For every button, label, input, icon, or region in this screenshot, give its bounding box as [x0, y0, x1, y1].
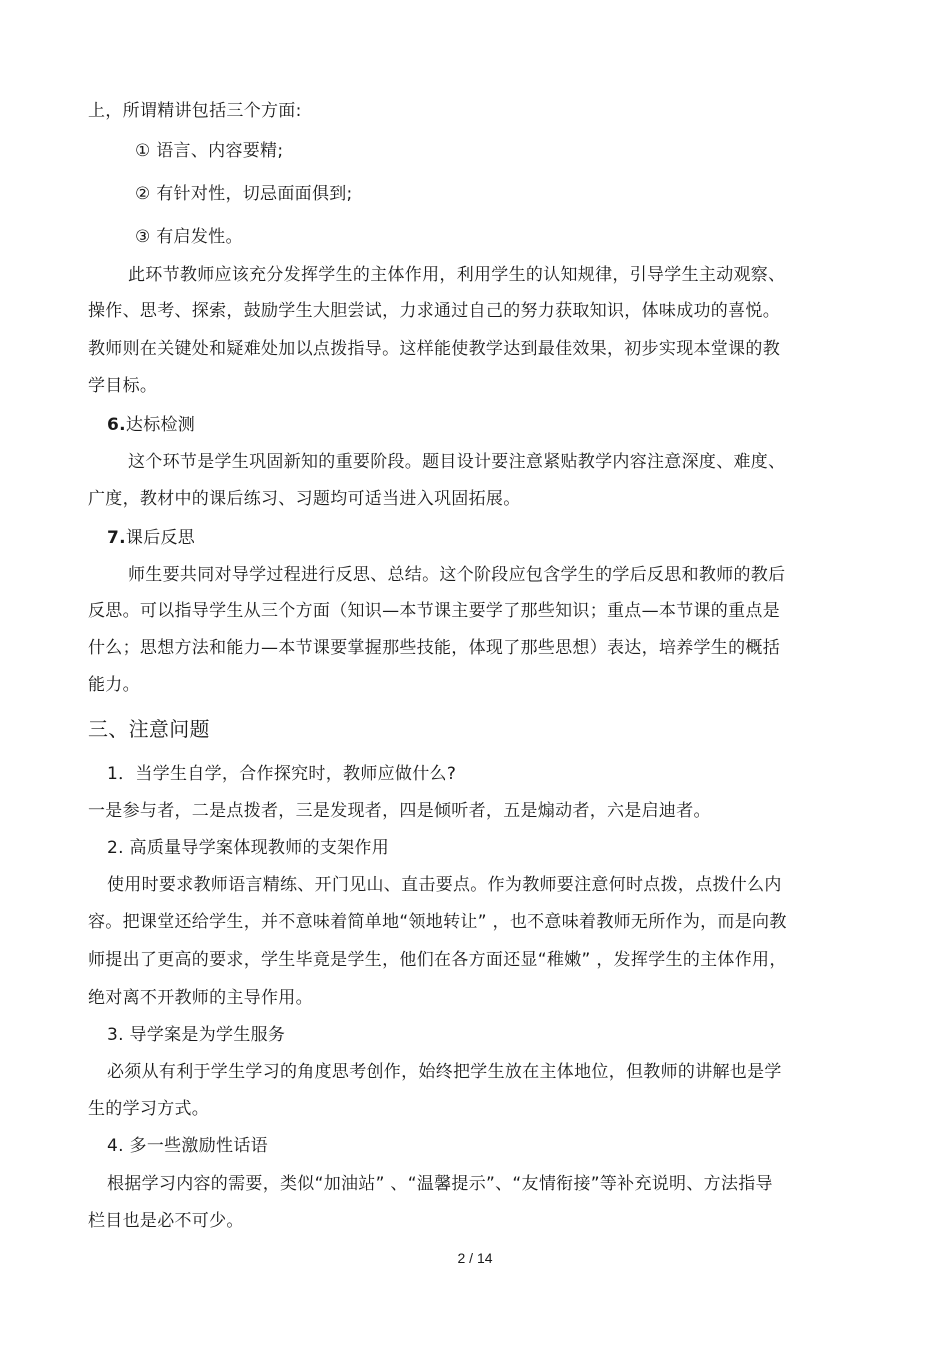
page-number: 2 / 14	[457, 1250, 493, 1266]
heading-text: 达标检测	[125, 415, 196, 435]
text-line: 绝对离不开教师的主导作用。	[88, 988, 313, 1008]
text-line: 生的学习方式。	[88, 1099, 210, 1119]
question-heading: 2. 高质量导学案体现教师的支架作用	[107, 838, 390, 858]
text-line: 能力。	[88, 675, 140, 695]
text-line: 一是参与者，二是点拨者，三是发现者，四是倾听者，五是煽动者，六是启迪者。	[88, 801, 711, 821]
section-heading-6	[107, 414, 195, 436]
list-item: ② 有针对性，切忌面面俱到;	[135, 184, 353, 204]
section-title: 三、注意问题	[88, 717, 210, 741]
text-line: 师生要共同对导学过程进行反思、总结。这个阶段应包含学生的学后反思和教师的教后	[128, 565, 786, 585]
list-item: ① 语言、内容要精;	[135, 141, 284, 161]
text-line: 容。把课堂还给学生，并不意味着简单地“领地转让” ，也不意味着教师无所作为，而是向教	[88, 912, 787, 932]
text-line: 反思。可以指导学生从三个方面（知识—本节课主要学了那些知识；重点—本节课的重点是	[88, 601, 780, 621]
text-line: 师提出了更高的要求，学生毕竟是学生，他们在各方面还显“稚嫩” ，发挥学生的主体作用，	[88, 950, 787, 970]
section-heading-7	[107, 527, 195, 549]
heading-number: 7.	[107, 528, 126, 548]
text-line: 栏目也是必不可少。	[88, 1211, 244, 1231]
text-line: 什么；思想方法和能力—本节课要掌握那些技能，体现了那些思想）表达，培养学生的概括	[88, 638, 780, 658]
text-line: 此环节教师应该充分发挥学生的主体作用，利用学生的认知规律，引导学生主动观察、	[128, 265, 786, 285]
text-line: 上，所谓精讲包括三个方面:	[88, 101, 302, 121]
text-line: 学目标。	[88, 376, 158, 396]
text-line: 广度，教材中的课后练习、习题均可适当进入巩固拓展。	[88, 489, 521, 509]
list-item: ③ 有启发性。	[135, 227, 243, 247]
text-line: 教师则在关键处和疑难处加以点拨指导。这样能使教学达到最佳效果，初步实现本堂课的教	[88, 339, 780, 359]
heading-text: 课后反思	[125, 528, 196, 548]
question-heading: 1．当学生自学，合作探究时，教师应做什么?	[107, 764, 457, 784]
text-line: 必须从有利于学生学习的角度思考创作，始终把学生放在主体地位，但教师的讲解也是学	[107, 1062, 782, 1082]
question-heading: 4. 多一些激励性话语	[107, 1136, 268, 1156]
text-line: 操作、思考、探索，鼓励学生大胆尝试，力求通过自己的努力获取知识，体味成功的喜悦。	[88, 301, 780, 321]
text-line: 这个环节是学生巩固新知的重要阶段。题目设计要注意紧贴教学内容注意深度、难度、	[128, 452, 786, 472]
question-heading: 3. 导学案是为学生服务	[107, 1025, 286, 1045]
heading-number: 6.	[107, 415, 126, 435]
text-line: 使用时要求教师语言精练、开门见山、直击要点。作为教师要注意何时点拨，点拨什么内	[107, 875, 782, 895]
text-line: 根据学习内容的需要，类似“加油站” 、“温馨提示”、“友情衔接”等补充说明、方法指导	[107, 1174, 773, 1194]
